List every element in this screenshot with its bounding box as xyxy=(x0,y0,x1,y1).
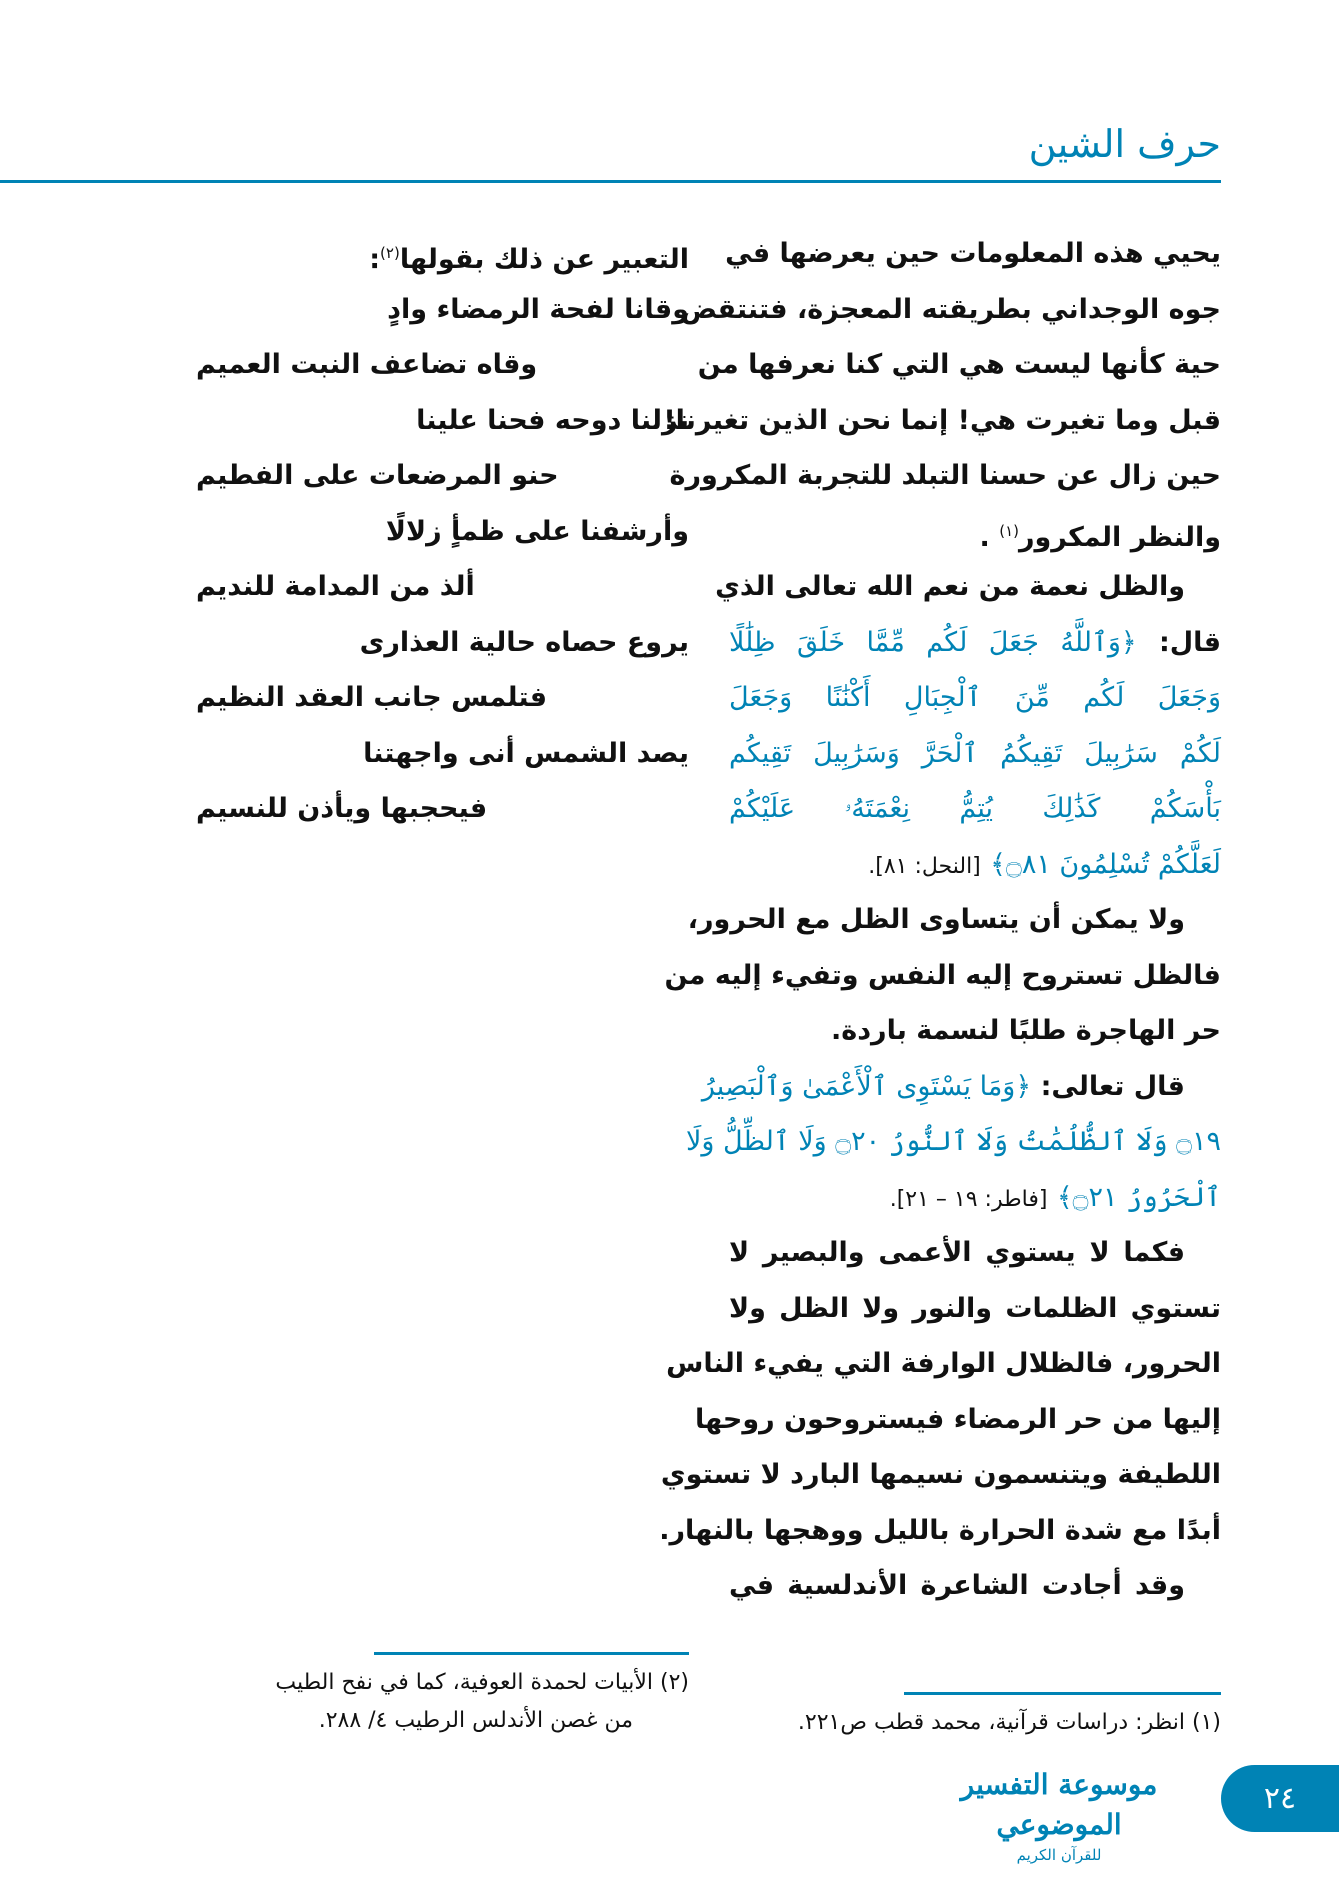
text-line: ولا يمكن أن يتساوى الظل مع الحرور، xyxy=(687,904,1185,935)
footnote-ref-2[interactable]: (٢) xyxy=(380,244,400,262)
poem-hemistich-2: حنو المرضعات على الفطيم xyxy=(196,460,559,491)
page-number: ٢٤ xyxy=(1221,1765,1339,1832)
verse-line xyxy=(729,1170,1221,1226)
right-column xyxy=(659,226,1221,1614)
poem-hemistich-1: وقانا لفحة الرمضاء وادٍ xyxy=(387,293,689,325)
quran-verse: بَأْسَكُمْ كَذَٰلِكَ يُتِمُّ نِعْمَتَهُۥ عَلَيْكُمْ xyxy=(729,793,1221,824)
text-line: قبل وما تغيرت هي! إنما نحن الذين تغيرنا! xyxy=(663,404,1221,436)
text-line: تستوي الظلمات والنور ولا الظل ولا xyxy=(729,1292,1221,1324)
footnote-line: (٢) الأبيات لحمدة العوفية، كما في نفح الطيب xyxy=(275,1670,689,1695)
text-line: أبدًا مع شدة الحرارة بالليل ووهجها بالنهار. xyxy=(659,1514,1221,1546)
text-line: حر الهاجرة طلبًا لنسمة باردة. xyxy=(831,1015,1221,1046)
verse-reference: [فاطر: ١٩ – ٢١]. xyxy=(889,1186,1048,1212)
quran-verse: وَجَعَلَ لَكُم مِّنَ ٱلْجِبَالِ أَكْنَٰنًا وَجَعَلَ xyxy=(729,682,1221,713)
verse-line xyxy=(729,837,1221,893)
quran-verse: ﴿وَمَا يَسْتَوِى ٱلْأَعْمَىٰ وَٱلْبَصِيرُ xyxy=(701,1070,1032,1102)
poem-hemistich-1: وأرشفنا على ظمأٍ زلالًا xyxy=(385,515,689,547)
quran-verse: ﴿وَٱللَّهُ جَعَلَ لَكُم مِّمَّا خَلَقَ ظِلَٰلًا xyxy=(729,626,1137,658)
poem-hemistich-1: يروع حصاه حالية العذارى xyxy=(359,626,689,658)
verse-line xyxy=(729,615,1221,671)
text-line: إليها من حر الرمضاء فيستروحون روحها xyxy=(694,1403,1221,1435)
text-line: والظل نعمة من نعم الله تعالى الذي xyxy=(715,571,1185,602)
footnote-separator-left xyxy=(374,1652,689,1655)
text-line: التعبير عن ذلك بقولها$^{(٢)}$: xyxy=(369,244,689,275)
poem-hemistich-2: وقاه تضاعف النبت العميم xyxy=(196,349,538,380)
header-rule xyxy=(0,180,1221,183)
text-line: جوه الوجداني بطريقته المعجزة، فتنتقض xyxy=(680,293,1221,325)
footnote-separator-right xyxy=(904,1692,1221,1695)
footnote-ref-1[interactable]: (١) xyxy=(999,521,1019,540)
footnote-2 xyxy=(196,1664,689,1740)
logo-subtitle: للقرآن الكريم xyxy=(1016,1846,1102,1864)
poem-hemistich-2: فتلمس جانب العقد النظيم xyxy=(196,682,548,713)
text-line: والنظر المكرور$^{(١)}$ . xyxy=(979,521,1221,553)
text-line: وقد أجادت الشاعرة الأندلسية في xyxy=(729,1570,1185,1601)
text-line: حية كأنها ليست هي التي كنا نعرفها من xyxy=(697,349,1221,380)
text-line: فكما لا يستوي الأعمى والبصير لا xyxy=(729,1237,1185,1268)
poem-hemistich-1: يصد الشمس أنى واجهتنا xyxy=(363,737,689,769)
text-line: حين زال عن حسنا التبلد للتجربة المكرورة xyxy=(669,460,1221,491)
encyclopedia-logo xyxy=(934,1765,1184,1865)
logo-title: موسوعة التفسير الموضوعي xyxy=(960,1768,1158,1841)
left-column xyxy=(196,226,689,837)
footnote-line: من غصن الأندلس الرطيب ٤/ ٢٨٨. xyxy=(318,1708,633,1733)
text: والنظر المكرور xyxy=(1018,521,1221,553)
quran-verse: لَكُمْ سَرَٰبِيلَ تَقِيكُمُ ٱلْحَرَّ وَسَرَٰبِيلَ تَقِيكُم xyxy=(729,737,1221,769)
text-line: الحرور، فالظلال الوارفة التي يفيء الناس xyxy=(666,1348,1221,1379)
verse-line xyxy=(701,1059,1221,1115)
chapter-title: حرف الشين xyxy=(1028,122,1221,166)
verse-reference: [النحل: ٨١]. xyxy=(868,853,981,879)
quran-verse: لَعَلَّكُمْ تُسْلِمُونَ ۝٨١﴾ xyxy=(990,848,1221,880)
footnote-1: (١) انظر: دراسات قرآنية، محمد قطب ص٢٢١. xyxy=(797,1710,1221,1735)
poem-hemistich-2: ألذ من المدامة للنديم xyxy=(196,571,475,602)
text-line: فالظل تستروح إليه النفس وتفيء إليه من xyxy=(664,959,1221,991)
text-line: يحيي هذه المعلومات حين يعرضها في xyxy=(725,238,1221,269)
quran-verse: ٱلْحَرُورُ ۝٢١﴾ xyxy=(1056,1181,1221,1213)
poem-hemistich-1: نزلنا دوحه فحنا علينا xyxy=(416,404,689,436)
text: التعبير عن ذلك بقولها xyxy=(399,244,689,275)
verse-intro: قال: xyxy=(1158,626,1221,658)
quran-verse: ۝١٩ وَلَا ٱلظُّلُمَٰتُ وَلَا ٱلنُّورُ ۝٢٠ وَلَا ٱلظِّلُّ وَلَا xyxy=(686,1126,1221,1157)
text-line: اللطيفة ويتنسمون نسيمها البارد لا تستوي xyxy=(660,1459,1221,1490)
verse-intro: قال تعالى: xyxy=(1040,1070,1185,1102)
poem-hemistich-2: فيحجبها ويأذن للنسيم xyxy=(196,793,488,824)
